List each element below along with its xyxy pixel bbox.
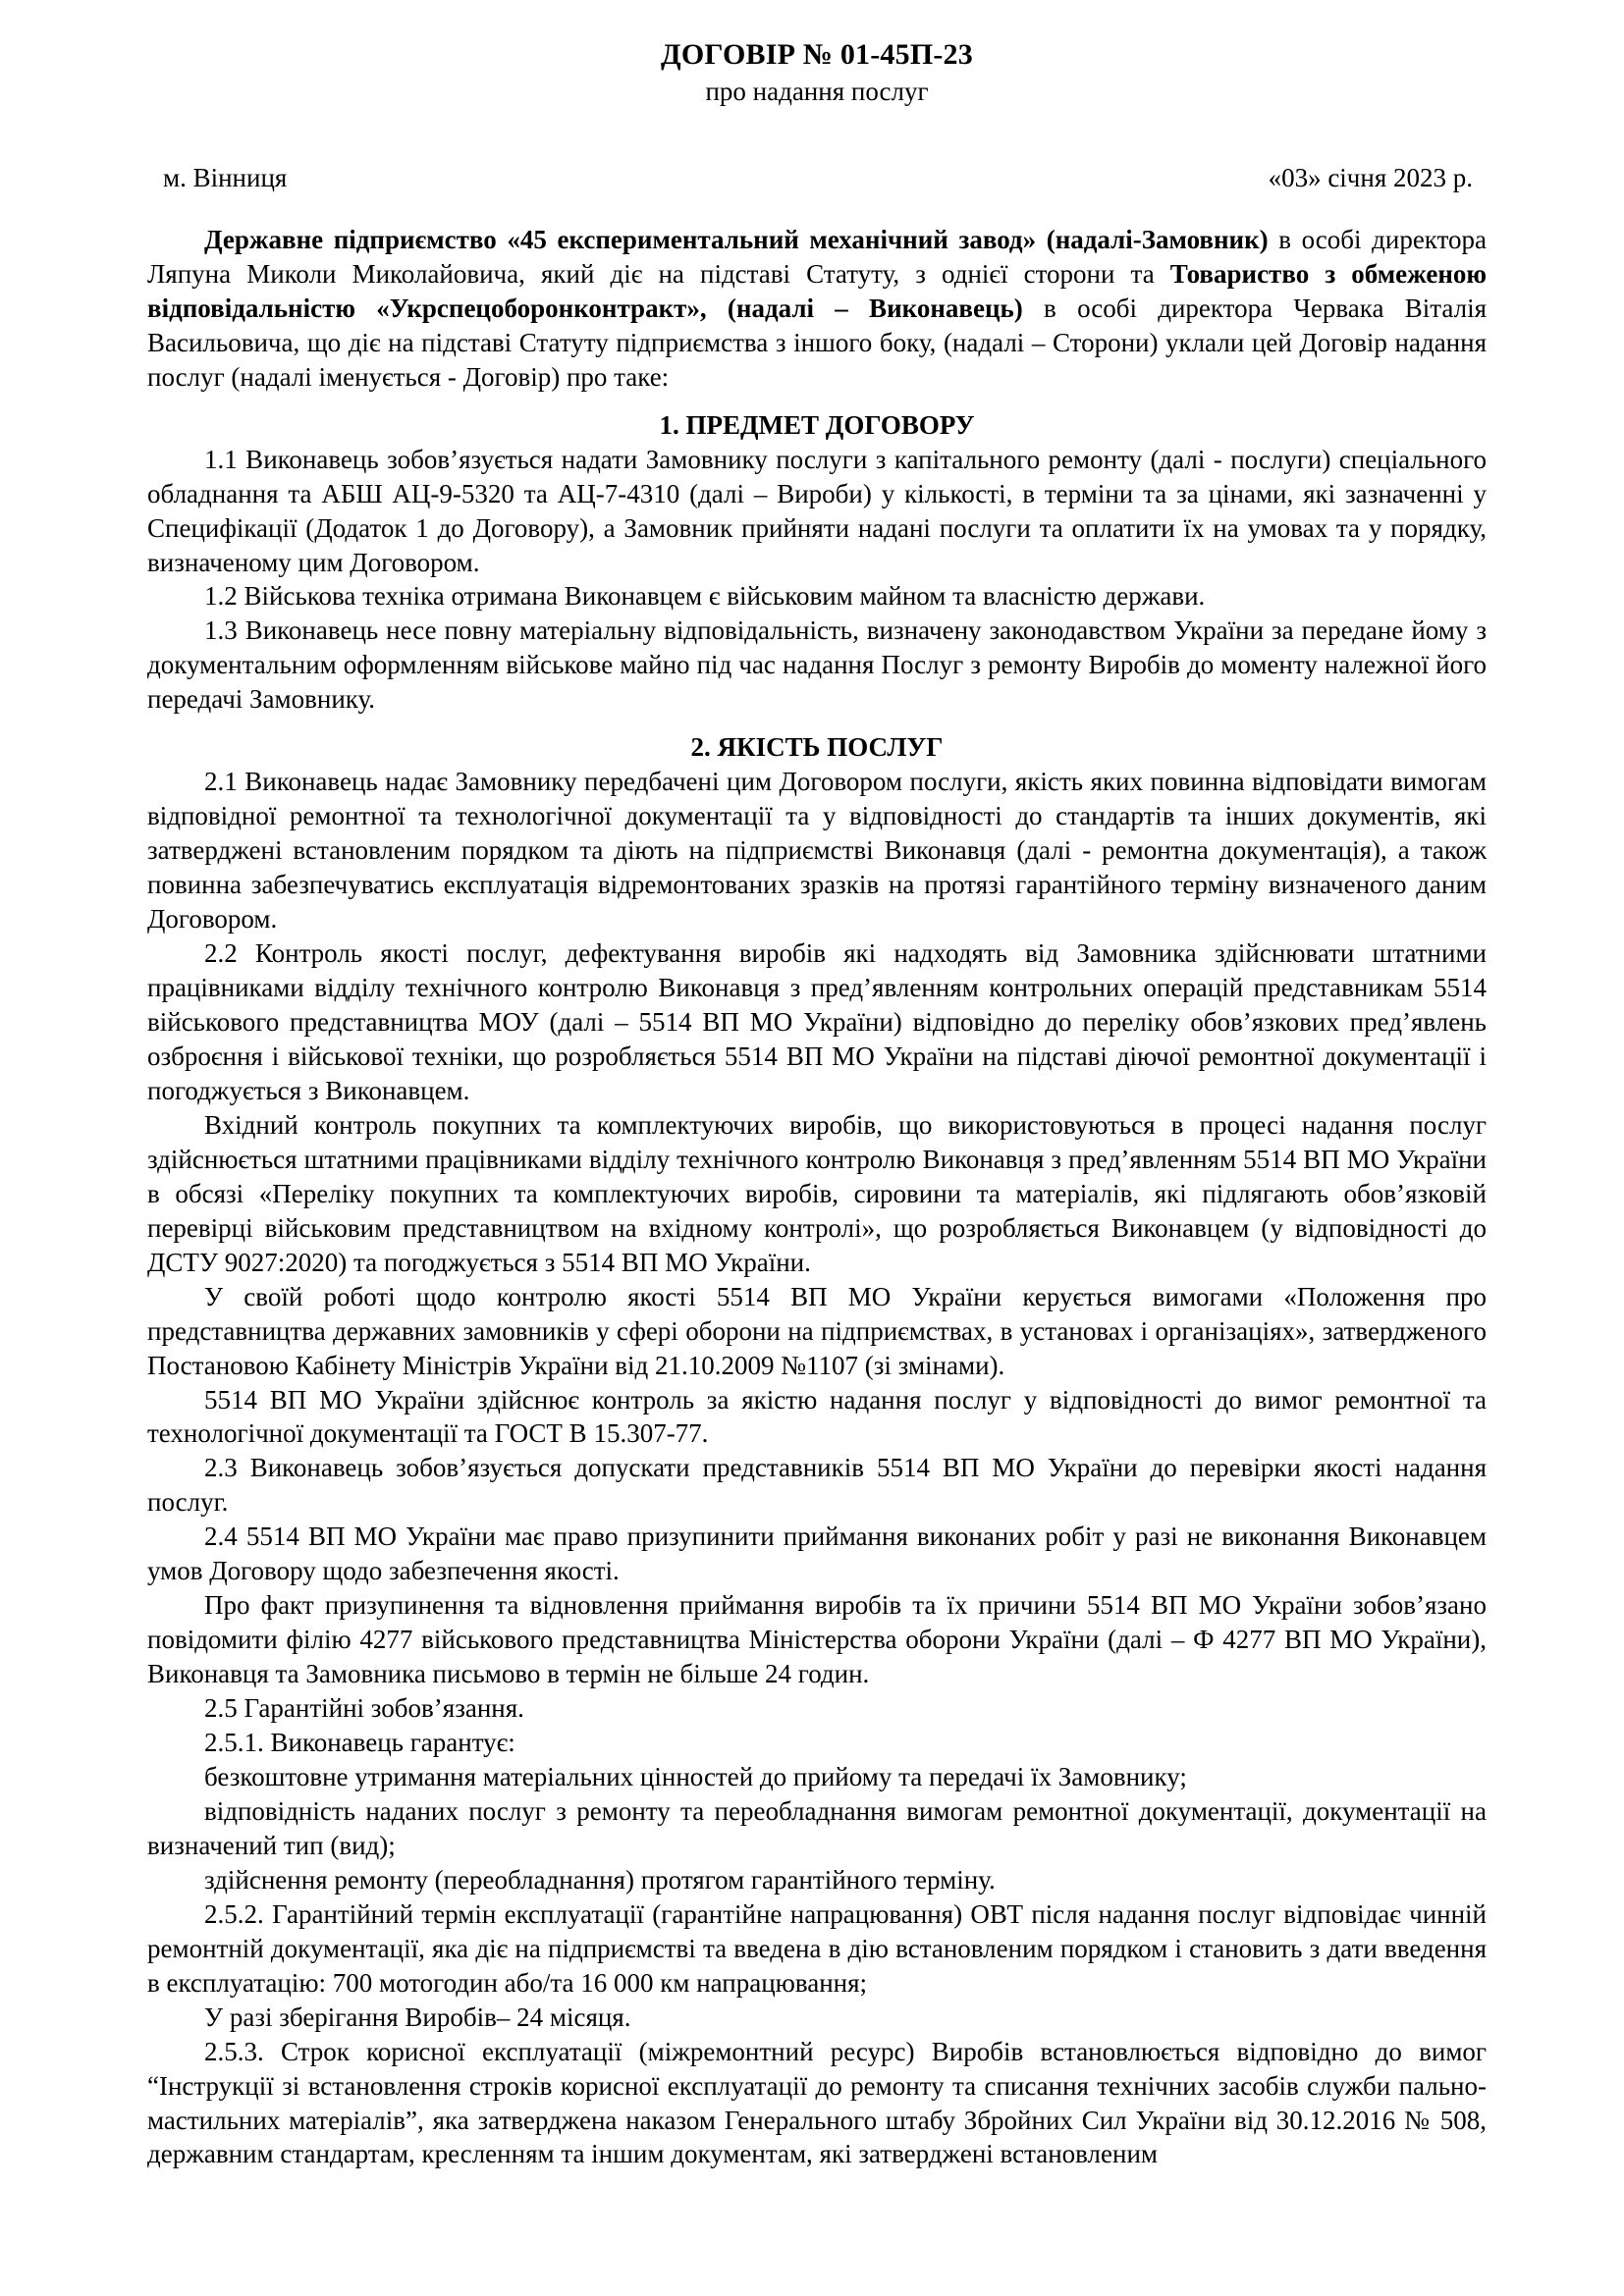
- section-2-paragraph-7: 2.4 5514 ВП МО України має право призупинити приймання виконаних робіт у разі не виконання Виконавцем умов Договору щодо забезпечення якості.: [147, 1522, 1487, 1586]
- section-1-paragraph-2: 1.2 Військова техніка отримана Виконавцем є військовим майном та власністю держави.: [204, 581, 1206, 612]
- section-2-paragraph-16: 2.5.3. Строк корисної експлуатації (міжремонтний ресурс) Виробів встановлюється відповідно до вимог “Інструкції зі встановлення строків корисної експлуатації до ремонту та списання технічних засобів служби пально-мастильних матеріалів”, яка затверджена наказом Генерального штабу Збройних Сил України від 30.12.2016 № 508, державним стандартам, кресленням та іншим документам, які затверджені встановленим: [147, 2036, 1487, 2169]
- section-2-paragraph-8: Про факт призупинення та відновлення приймання виробів та їх причини 5514 ВП МО України зобов’язано повідомити філію 4277 військового представництва Міністерства оборони України (далі – Ф 4277 ВП МО України), Виконавця та Замовника письмово в термін не більше 24 годин.: [147, 1590, 1487, 1689]
- section-2-paragraph-4: У своїй роботі щодо контролю якості 5514 ВП МО України керується вимогами «Положення про представництва державних замовників у сфері оборони на підприємствах, в установах і організаціях», затвердженого Постановою Кабінету Міністрів України від 21.10.2009 №1107 (зі змінами).: [147, 1281, 1487, 1380]
- section-2-paragraph-6: 2.3 Виконавець зобов’язується допускати представників 5514 ВП МО України до перевірки якості надання послуг.: [147, 1453, 1487, 1518]
- intro-contractor-name: Товариство з обмеженою відповідальністю «Укрспецоборонконтракт», (надалі – Виконавець): [147, 258, 1488, 323]
- section-2-paragraph-5: 5514 ВП МО України здійснює контроль за якістю надання послуг у відповідності до вимог ремонтної та технологічної документації та ГОСТ В 15.307-77.: [147, 1384, 1487, 1449]
- section-2-paragraph-10: 2.5.1. Виконавець гарантує:: [204, 1728, 515, 1758]
- section-2-paragraph-14: 2.5.2. Гарантійний термін експлуатації (гарантійне напрацювання) ОВТ після надання послуг відповідає чинній ремонтній документації, яка діє на підприємстві та введена в дію встановленим порядком і становить з дати введення в експлуатацію: 700 мотогодин або/та 16 000 км напрацювання;: [147, 1898, 1487, 1998]
- section-heading-2: 2. ЯКІСТЬ ПОСЛУГ: [690, 732, 944, 763]
- intro-text-2: в особі директора Червака Віталія Васильовича, що діє на підставі Статуту підприємства з іншого боку, (надалі – Сторони) уклали цей Договір надання послуг (надалі іменується - Договір) про таке:: [147, 293, 1488, 392]
- section-2-paragraph-2: 2.2 Контроль якості послуг, дефектування виробів які надходять від Замовника здійснювати штатними працівниками відділу технічного контролю Виконавця з пред’явленням контрольних операцій представникам 5514 військового представництва МОУ (далі – 5514 ВП МО України) відповідно до переліку обов’язкових пред’явлень озброєння і військової техніки, що розробляється 5514 ВП МО України на підставі діючої ремонтної документації і погоджується з Виконавцем.: [147, 938, 1487, 1105]
- section-1-paragraph-3: 1.3 Виконавець несе повну матеріальну відповідальність, визначену законодавством України за передане йому з документальним оформленням військове майно під час надання Послуг з ремонту Виробів до моменту належної його передачі Замовнику.: [147, 615, 1487, 715]
- document-subtitle: про надання послуг: [705, 77, 929, 107]
- section-1-paragraph-1: 1.1 Виконавець зобов’язується надати Замовнику послуги з капітального ремонту (далі - послуги) спеціального обладнання та АБШ АЦ-9-5320 та АЦ-7-4310 (далі – Вироби) у кількості, в терміни та за цінами, які зазначенні у Специфікації (Додаток 1 до Договору), а Замовник прийняти надані послуги та оплатити їх на умовах та у порядку, визначеному цим Договором.: [147, 444, 1487, 577]
- intro-customer-name: Державне підприємство «45 експериментальний механічний завод» (надалі-Замовник): [204, 224, 1269, 254]
- section-2-paragraph-11: безкоштовне утримання матеріальних цінностей до прийому та передачі їх Замовнику;: [204, 1762, 1187, 1791]
- document-title: ДОГОВІР № 01-45П-23: [661, 38, 973, 71]
- section-2-paragraph-13: здійснення ремонту (переобладнання) протягом гарантійного терміну.: [204, 1864, 996, 1895]
- section-2-paragraph-9: 2.5 Гарантійні зобов’язання.: [204, 1693, 524, 1724]
- document-date: «03» січня 2023 р.: [1268, 162, 1473, 192]
- section-2-paragraph-3: Вхідний контроль покупних та комплектуючих виробів, що використовуються в процесі надання послуг здійснюється штатними працівниками відділу технічного контролю Виконавця з пред’явленням 5514 ВП МО України в обсязі «Переліку покупних та комплектуючих виробів, сировини та матеріалів, які підлягають обов’язковій перевірці військовим представництвом на вхідному контролі», що розробляється Виконавцем (у відповідності до ДСТУ 9027:2020) та погоджується з 5514 ВП МО України.: [147, 1109, 1487, 1277]
- section-2-paragraph-1: 2.1 Виконавець надає Замовнику передбачені цим Договором послуги, якість яких повинна відповідати вимогам відповідної ремонтної та технологічної документації та у відповідності до стандартів та інших документів, які затверджені встановленим порядком та діють на підприємстві Виконавця (далі - ремонтна документація), а також повинна забезпечуватись експлуатація відремонтованих зразків на протязі гарантійного терміну визначеного даним Договором.: [147, 767, 1487, 934]
- section-2-paragraph-12: відповідність наданих послуг з ремонту та переобладнання вимогам ремонтної документації, документації на визначений тип (вид);: [147, 1795, 1487, 1860]
- document-meta-row: [147, 163, 1487, 193]
- document-city: м. Вінниця: [163, 162, 288, 192]
- section-heading-1: 1. ПРЕДМЕТ ДОГОВОРУ: [659, 409, 975, 440]
- intro-paragraph: [147, 223, 1487, 395]
- intro-text-1: в особі директора Ляпуна Миколи Миколайовича, який діє на підставі Статуту, з однієї сторони та: [147, 224, 1487, 289]
- section-2-paragraph-15: У разі зберігання Виробів– 24 місяця.: [204, 2002, 631, 2032]
